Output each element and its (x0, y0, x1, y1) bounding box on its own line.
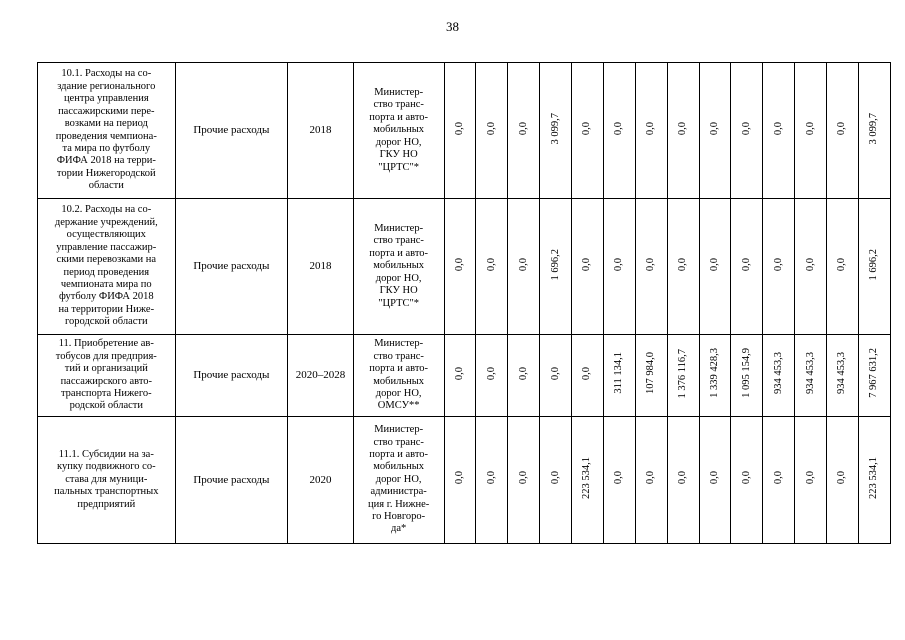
year-value: 1 696,2 (549, 248, 561, 281)
value-cell (795, 335, 827, 417)
year-value: 0,0 (485, 366, 497, 380)
value-cell (763, 199, 795, 335)
expense-type: Прочие расходы (175, 199, 288, 335)
year-value: 311 134,1 (613, 352, 625, 395)
expense-type: Прочие расходы (175, 417, 288, 544)
total-value: 223 534,1 (868, 456, 880, 499)
year-value: 0,0 (517, 471, 529, 485)
year-value: 0,0 (581, 366, 593, 380)
value-cell (476, 63, 508, 199)
value-cell (540, 335, 572, 417)
value-cell (827, 199, 859, 335)
year-value: 0,0 (581, 257, 593, 271)
year-value: 1 339 428,3 (708, 348, 720, 399)
year-value: 0,0 (485, 471, 497, 485)
table-row (38, 63, 891, 199)
value-cell (795, 417, 827, 544)
year-value: 0,0 (453, 366, 465, 380)
total-value: 1 696,2 (868, 248, 880, 281)
year-value: 0,0 (517, 366, 529, 380)
total-value: 3 099,7 (868, 112, 880, 145)
value-cell (763, 335, 795, 417)
year-value: 0,0 (772, 257, 784, 271)
value-cell (667, 335, 699, 417)
year-value: 0,0 (708, 471, 720, 485)
year-value: 0,0 (613, 471, 625, 485)
value-cell (540, 199, 572, 335)
total-value: 7 967 631,2 (868, 348, 880, 399)
row-title: 11. Приобретение ав- тобусов для предприя- тий и организаций пассажирского авто- транспорта Нижего- родской области (38, 335, 176, 417)
value-cell (635, 63, 667, 199)
row-title: 11.1. Субсидии на за- купку подвижного со- става для муници- пальных транспортных предприятий (38, 417, 176, 544)
value-cell (827, 335, 859, 417)
year-value: 0,0 (549, 366, 561, 380)
value-cell (827, 63, 859, 199)
year-value: 0,0 (804, 121, 816, 135)
value-cell (795, 199, 827, 335)
responsible-organization: Министер- ство транс- порта и авто- мобильных дорог НО, ГКУ НО "ЦРТС"* (353, 63, 444, 199)
value-cell (635, 335, 667, 417)
year-value: 0,0 (772, 471, 784, 485)
year-value: 934 453,3 (836, 352, 848, 395)
value-cell (572, 199, 604, 335)
year-value: 0,0 (485, 121, 497, 135)
year-value: 0,0 (581, 121, 593, 135)
value-cell (858, 63, 890, 199)
value-cell (444, 335, 476, 417)
value-cell (667, 199, 699, 335)
value-cell (508, 335, 540, 417)
year-value: 0,0 (708, 257, 720, 271)
year-value: 0,0 (453, 471, 465, 485)
value-cell (763, 63, 795, 199)
year-value: 0,0 (740, 121, 752, 135)
year-value: 0,0 (517, 121, 529, 135)
year-value: 0,0 (708, 121, 720, 135)
year-value: 0,0 (645, 257, 657, 271)
year-value: 0,0 (613, 121, 625, 135)
value-cell (444, 63, 476, 199)
year-value: 0,0 (677, 257, 689, 271)
value-cell (603, 335, 635, 417)
year-value: 0,0 (677, 471, 689, 485)
value-cell (699, 63, 731, 199)
value-cell (540, 417, 572, 544)
value-cell (699, 199, 731, 335)
value-cell (572, 63, 604, 199)
value-cell (731, 335, 763, 417)
year-value: 0,0 (804, 471, 816, 485)
table-row (38, 417, 891, 544)
year-value: 0,0 (453, 121, 465, 135)
responsible-organization: Министер- ство транс- порта и авто- мобильных дорог НО, ГКУ НО "ЦРТС"* (353, 199, 444, 335)
year-value: 0,0 (740, 257, 752, 271)
year-value: 0,0 (549, 471, 561, 485)
responsible-organization: Министер- ство транс- порта и авто- мобильных дорог НО, администра- ция г. Нижне- го Новгоро- да* (353, 417, 444, 544)
value-cell (858, 199, 890, 335)
value-cell (699, 335, 731, 417)
value-cell (572, 417, 604, 544)
value-cell (508, 417, 540, 544)
value-cell (476, 199, 508, 335)
value-cell (667, 417, 699, 544)
year-value: 0,0 (836, 257, 848, 271)
value-cell (731, 63, 763, 199)
year-value: 0,0 (804, 257, 816, 271)
responsible-organization: Министер- ство транс- порта и авто- мобильных дорог НО, ОМСУ** (353, 335, 444, 417)
expenditure-table (37, 62, 891, 544)
year-value: 0,0 (740, 471, 752, 485)
page-number: 38 (446, 19, 459, 34)
value-cell (858, 417, 890, 544)
table-row (38, 199, 891, 335)
value-cell (444, 417, 476, 544)
period: 2018 (288, 199, 354, 335)
value-cell (763, 417, 795, 544)
expense-type: Прочие расходы (175, 335, 288, 417)
row-title: 10.2. Расходы на со- держание учреждений, осуществляющих управление пассажир- скими перевозками на период проведения чемпионата мира по футболу ФИФА 2018 на территории Ниже- городской области (38, 199, 176, 335)
value-cell (603, 417, 635, 544)
value-cell (476, 417, 508, 544)
value-cell (731, 199, 763, 335)
year-value: 0,0 (772, 121, 784, 135)
value-cell (603, 199, 635, 335)
year-value: 0,0 (836, 471, 848, 485)
expense-type: Прочие расходы (175, 63, 288, 199)
year-value: 0,0 (485, 257, 497, 271)
value-cell (699, 417, 731, 544)
year-value: 1 095 154,9 (740, 348, 752, 399)
year-value: 934 453,3 (804, 352, 816, 395)
value-cell (444, 199, 476, 335)
table-row (38, 335, 891, 417)
period: 2020–2028 (288, 335, 354, 417)
year-value: 0,0 (836, 121, 848, 135)
year-value: 0,0 (677, 121, 689, 135)
value-cell (572, 335, 604, 417)
year-value: 0,0 (517, 257, 529, 271)
value-cell (667, 63, 699, 199)
year-value: 934 453,3 (772, 352, 784, 395)
value-cell (603, 63, 635, 199)
row-title: 10.1. Расходы на со- здание регионального центра управления пассажирскими пере- возками на период проведения чемпиона- та мира по футболу ФИФА 2018 на терри- тории Нижегородской области (38, 63, 176, 199)
year-value: 107 984,0 (645, 352, 657, 395)
period: 2020 (288, 417, 354, 544)
year-value: 0,0 (453, 257, 465, 271)
year-value: 223 534,1 (581, 456, 593, 499)
year-value: 0,0 (645, 121, 657, 135)
year-value: 1 376 116,7 (677, 348, 689, 399)
value-cell (508, 63, 540, 199)
value-cell (635, 417, 667, 544)
year-value: 3 099,7 (549, 112, 561, 145)
year-value: 0,0 (645, 471, 657, 485)
year-value: 0,0 (613, 257, 625, 271)
value-cell (635, 199, 667, 335)
value-cell (795, 63, 827, 199)
period: 2018 (288, 63, 354, 199)
value-cell (827, 417, 859, 544)
value-cell (508, 199, 540, 335)
value-cell (731, 417, 763, 544)
value-cell (476, 335, 508, 417)
value-cell (540, 63, 572, 199)
value-cell (858, 335, 890, 417)
